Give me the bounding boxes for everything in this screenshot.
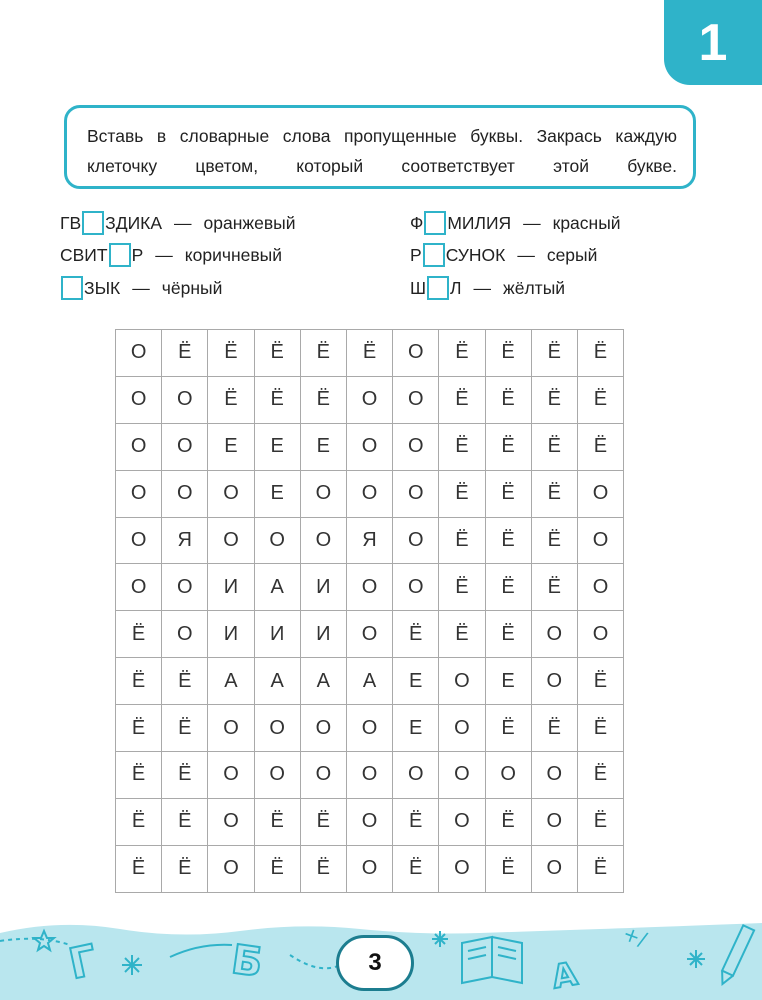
grid-cell[interactable]: Ё (254, 330, 300, 377)
missing-letter-box[interactable] (423, 243, 445, 267)
grid-cell[interactable]: Е (254, 470, 300, 517)
grid-cell[interactable]: Ё (346, 330, 392, 377)
grid-cell[interactable]: О (393, 470, 439, 517)
grid-cell[interactable]: Ё (531, 376, 577, 423)
grid-cell[interactable]: О (162, 611, 208, 658)
grid-cell[interactable]: О (208, 845, 254, 892)
grid-cell[interactable]: Ё (116, 752, 162, 799)
missing-letter-box[interactable] (82, 211, 104, 235)
grid-cell[interactable]: Я (162, 517, 208, 564)
grid-cell[interactable]: О (531, 845, 577, 892)
missing-letter-box[interactable] (427, 276, 449, 300)
grid-cell[interactable]: Ё (531, 470, 577, 517)
grid-cell[interactable]: Е (393, 658, 439, 705)
word-prefix: Ш (410, 277, 427, 298)
grid-cell[interactable]: Ё (300, 845, 346, 892)
grid-cell[interactable]: О (393, 517, 439, 564)
grid-cell[interactable]: О (577, 611, 623, 658)
grid-cell[interactable]: Ё (300, 798, 346, 845)
grid-cell[interactable]: О (577, 564, 623, 611)
grid-cell[interactable]: О (393, 330, 439, 377)
grid-cell[interactable]: Ё (116, 658, 162, 705)
grid-cell[interactable]: Ё (485, 611, 531, 658)
color-name: оранжевый (203, 212, 296, 233)
grid-cell[interactable]: О (116, 423, 162, 470)
grid-cell[interactable]: О (531, 658, 577, 705)
grid-cell[interactable]: О (346, 845, 392, 892)
grid-cell[interactable]: О (208, 470, 254, 517)
grid-cell[interactable]: О (346, 564, 392, 611)
grid-cell[interactable]: Ё (531, 423, 577, 470)
word-line (60, 242, 282, 268)
word-prefix: СВИТ (60, 244, 108, 265)
grid-cell[interactable]: Е (300, 423, 346, 470)
grid-cell[interactable]: О (300, 517, 346, 564)
grid-cell[interactable]: И (300, 564, 346, 611)
letter-grid (115, 329, 624, 893)
grid-cell[interactable]: О (393, 564, 439, 611)
word-suffix: СУНОК (445, 244, 506, 265)
grid-cell[interactable]: Ё (577, 658, 623, 705)
grid-row (116, 658, 624, 705)
grid-cell[interactable]: Ё (439, 517, 485, 564)
grid-cell[interactable]: Ё (116, 798, 162, 845)
grid-cell[interactable]: Е (485, 658, 531, 705)
grid-cell[interactable]: О (346, 611, 392, 658)
grid-cell[interactable]: О (254, 752, 300, 799)
grid-cell[interactable]: О (208, 705, 254, 752)
missing-letter-box[interactable] (109, 243, 131, 267)
grid-cell[interactable]: О (346, 705, 392, 752)
grid-cell[interactable]: О (300, 752, 346, 799)
grid-cell[interactable]: О (346, 752, 392, 799)
dash: — (132, 277, 150, 298)
word-suffix: ЗДИКА (105, 212, 163, 233)
grid-cell[interactable]: Ё (485, 564, 531, 611)
grid-row (116, 470, 624, 517)
grid-cell[interactable]: Ё (485, 517, 531, 564)
grid-cell[interactable]: О (346, 798, 392, 845)
grid-cell[interactable]: Ё (485, 330, 531, 377)
grid-row (116, 517, 624, 564)
word-line (410, 210, 621, 236)
grid-cell[interactable]: О (439, 798, 485, 845)
grid-cell[interactable]: Ё (162, 330, 208, 377)
grid-cell[interactable]: О (162, 376, 208, 423)
word-line (60, 275, 222, 301)
grid-cell[interactable]: И (254, 611, 300, 658)
color-name: красный (552, 212, 621, 233)
instruction-box (64, 105, 696, 189)
missing-letter-box[interactable] (424, 211, 446, 235)
grid-cell[interactable]: Ё (531, 705, 577, 752)
dash: — (517, 244, 535, 265)
grid-cell[interactable]: О (393, 752, 439, 799)
grid-cell[interactable]: Ё (439, 423, 485, 470)
grid-cell[interactable]: Ё (485, 845, 531, 892)
grid-cell[interactable]: Ё (116, 705, 162, 752)
chapter-tab (664, 0, 762, 85)
grid-cell[interactable]: Ё (485, 705, 531, 752)
grid-cell[interactable]: О (485, 752, 531, 799)
grid-cell[interactable]: О (162, 564, 208, 611)
grid-cell[interactable]: А (300, 658, 346, 705)
grid-row (116, 376, 624, 423)
grid-cell[interactable]: О (254, 517, 300, 564)
grid-cell[interactable]: О (577, 517, 623, 564)
grid-cell[interactable]: Ё (208, 376, 254, 423)
grid-cell[interactable]: Ё (162, 752, 208, 799)
grid-cell[interactable]: О (393, 376, 439, 423)
grid-cell[interactable]: Ё (116, 611, 162, 658)
grid-cell[interactable]: А (254, 564, 300, 611)
grid-cell[interactable]: Ё (393, 845, 439, 892)
color-name: жёлтый (503, 277, 566, 298)
grid-cell[interactable]: Ё (439, 376, 485, 423)
grid-cell[interactable]: О (116, 330, 162, 377)
grid-cell[interactable]: Ё (531, 564, 577, 611)
grid-cell[interactable]: Ё (485, 798, 531, 845)
grid-cell[interactable]: Ё (393, 611, 439, 658)
grid-cell[interactable]: О (439, 705, 485, 752)
grid-row (116, 845, 624, 892)
color-name: чёрный (161, 277, 223, 298)
grid-cell[interactable]: Ё (162, 845, 208, 892)
chapter-number: 1 (698, 13, 728, 72)
grid-cell[interactable]: Ё (577, 330, 623, 377)
grid-cell[interactable]: Ё (254, 798, 300, 845)
grid-cell[interactable]: Е (254, 423, 300, 470)
grid-cell[interactable]: О (116, 470, 162, 517)
word-line (410, 275, 565, 301)
instruction-text: Вставь в словарные слова пропущенные буквы. Закрась каждую клеточку цветом, который соответствует этой букве. (87, 126, 677, 176)
grid-cell[interactable]: О (346, 376, 392, 423)
grid-cell[interactable]: О (208, 752, 254, 799)
grid-cell[interactable]: О (346, 423, 392, 470)
grid-cell[interactable]: О (393, 423, 439, 470)
grid-cell[interactable]: О (300, 705, 346, 752)
grid-cell[interactable]: Ё (577, 752, 623, 799)
grid-cell[interactable]: Ё (485, 376, 531, 423)
grid-cell[interactable]: О (300, 470, 346, 517)
grid-cell[interactable]: Е (208, 423, 254, 470)
grid-cell[interactable]: О (162, 423, 208, 470)
grid-cell[interactable]: Ё (485, 423, 531, 470)
grid-cell[interactable]: О (254, 705, 300, 752)
grid-cell[interactable]: Ё (485, 470, 531, 517)
grid-cell[interactable]: И (208, 564, 254, 611)
grid-cell[interactable]: О (162, 470, 208, 517)
grid-row (116, 611, 624, 658)
grid-cell[interactable]: Ё (300, 330, 346, 377)
grid-cell[interactable]: Ё (254, 376, 300, 423)
grid-cell[interactable]: Ё (254, 845, 300, 892)
grid-cell[interactable]: О (116, 376, 162, 423)
missing-letter-box[interactable] (61, 276, 83, 300)
svg-text:Г: Г (64, 935, 101, 989)
grid-row (116, 752, 624, 799)
grid-cell[interactable]: Ё (531, 330, 577, 377)
grid-row (116, 798, 624, 845)
dash: — (155, 244, 173, 265)
grid-cell[interactable]: О (346, 470, 392, 517)
snowflake-icon (122, 955, 142, 975)
word-line (410, 242, 597, 268)
word-suffix: МИЛИЯ (447, 212, 512, 233)
grid-cell[interactable]: О (577, 470, 623, 517)
dash: — (473, 277, 492, 298)
grid-cell[interactable]: Ё (439, 564, 485, 611)
grid-cell[interactable]: И (300, 611, 346, 658)
word-prefix: ГВ (60, 212, 82, 233)
grid-cell[interactable]: О (208, 517, 254, 564)
grid-row (116, 705, 624, 752)
word-prefix: Р (410, 244, 422, 265)
grid-cell[interactable]: О (439, 752, 485, 799)
grid-row (116, 423, 624, 470)
grid-cell[interactable]: Е (393, 705, 439, 752)
grid-cell[interactable]: Ё (393, 798, 439, 845)
grid-cell[interactable]: О (531, 752, 577, 799)
word-prefix: Ф (410, 212, 424, 233)
grid-cell[interactable]: Ё (577, 423, 623, 470)
word-suffix: Л (450, 277, 462, 298)
grid-row (116, 564, 624, 611)
color-name: коричневый (184, 244, 283, 265)
grid-cell[interactable]: Ё (162, 705, 208, 752)
grid-row (116, 330, 624, 377)
grid-cell[interactable]: А (346, 658, 392, 705)
grid-cell[interactable]: Ё (208, 330, 254, 377)
grid-cell[interactable]: О (439, 658, 485, 705)
grid-cell[interactable]: Ё (577, 798, 623, 845)
svg-text:А: А (548, 954, 580, 997)
grid-cell[interactable]: И (208, 611, 254, 658)
grid-cell[interactable]: А (254, 658, 300, 705)
word-suffix: ЗЫК (84, 277, 121, 298)
grid-cell[interactable]: Ё (162, 798, 208, 845)
grid-cell[interactable]: О (439, 845, 485, 892)
grid-cell[interactable]: Ё (439, 611, 485, 658)
grid-cell[interactable]: О (116, 564, 162, 611)
svg-text:+/: +/ (619, 921, 651, 952)
grid-cell[interactable]: Я (346, 517, 392, 564)
grid-cell[interactable]: Ё (116, 845, 162, 892)
word-suffix: Р (131, 244, 144, 265)
grid-cell[interactable]: А (208, 658, 254, 705)
grid-cell[interactable]: О (116, 517, 162, 564)
dash: — (523, 212, 541, 233)
grid-cell[interactable]: Ё (439, 470, 485, 517)
grid-cell[interactable]: Ё (577, 845, 623, 892)
svg-text:Б: Б (228, 936, 266, 987)
grid-cell[interactable]: Ё (531, 517, 577, 564)
word-line (60, 210, 295, 236)
grid-cell[interactable]: О (531, 611, 577, 658)
grid-cell[interactable]: Ё (439, 330, 485, 377)
grid-cell[interactable]: О (208, 798, 254, 845)
grid-cell[interactable]: Ё (300, 376, 346, 423)
grid-cell[interactable]: Ё (577, 376, 623, 423)
dash: — (174, 212, 192, 233)
grid-cell[interactable]: Ё (162, 658, 208, 705)
grid-cell[interactable]: О (531, 798, 577, 845)
grid-cell[interactable]: Ё (577, 705, 623, 752)
color-name: серый (546, 244, 598, 265)
page-number: 3 (336, 935, 414, 991)
